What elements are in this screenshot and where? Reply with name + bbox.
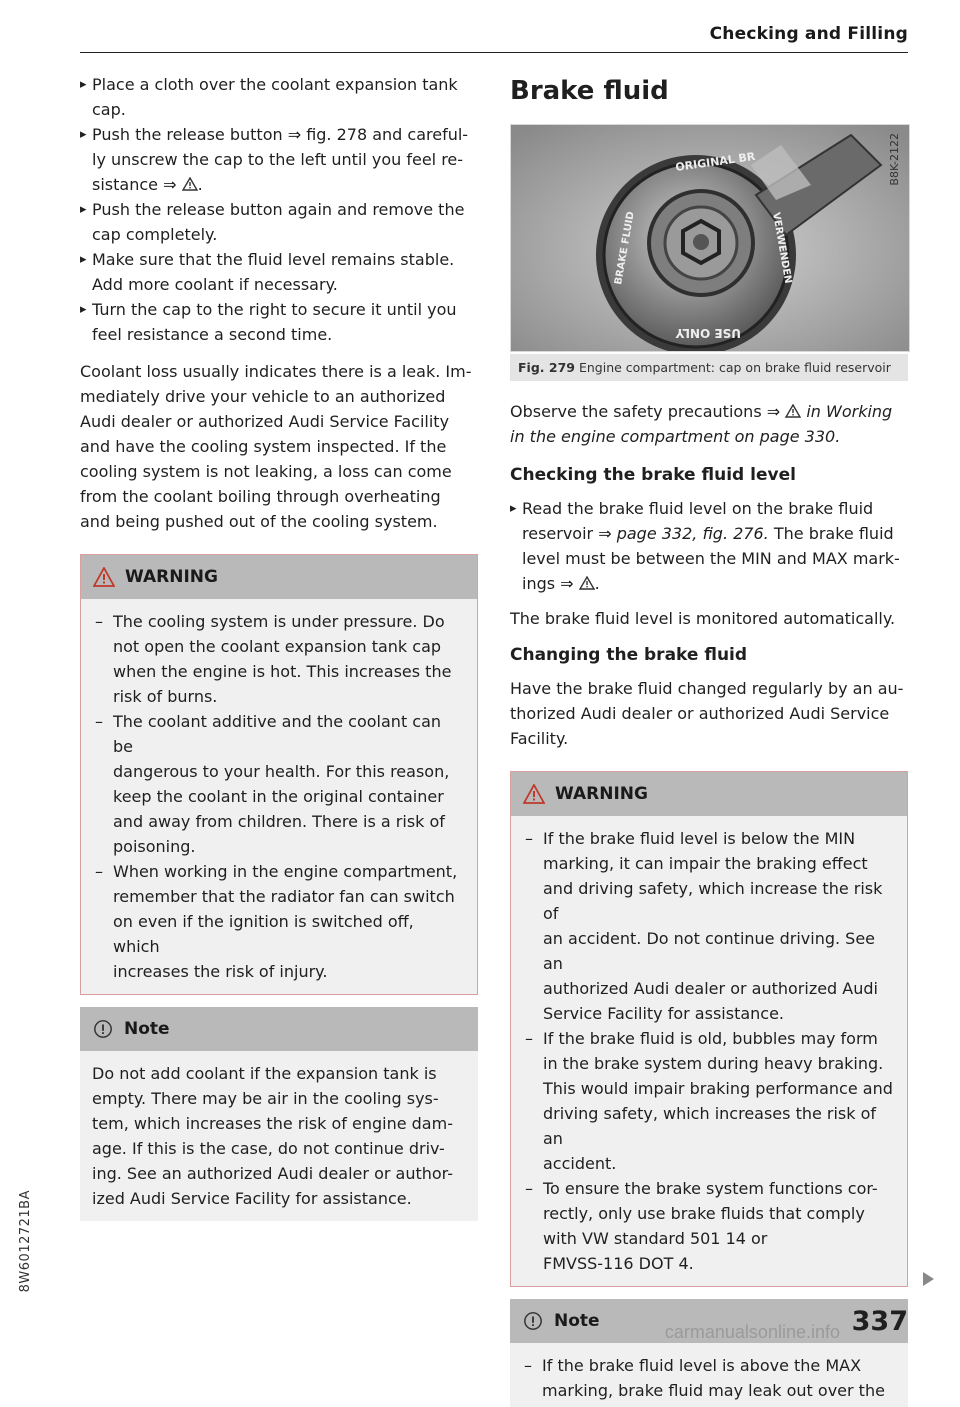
cap-text-top: ORIGINAL BR: [674, 149, 757, 174]
left-bullet-list: [80, 72, 478, 347]
cap-text-right: VERWENDEN: [770, 211, 794, 285]
section-title: Checking and Filling: [709, 24, 908, 44]
warning-box: [80, 554, 478, 995]
list-item: – The cooling system is under pressure. Do not open the coolant expansion tank cap when the engine is hot. This increases the risk of burns.: [93, 609, 465, 709]
list-item: ▸ Push the release button ⇒ fig. 278 and careful- ly unscrew the cap to the left until you feel re- sistance ⇒ .: [80, 122, 478, 197]
list-item: – When working in the engine compartment, remember that the radiator fan can switch on even if the ignition is switched off, which increases the risk of injury.: [93, 859, 465, 984]
page-title: Brake fluid: [510, 76, 669, 106]
warning-triangle-icon: [182, 177, 198, 191]
list-item: ▸ Read the brake fluid level on the brake fluid reservoir ⇒ page 332, fig. 276. The brake fluid level must be between the MIN and MAX mark- ings ⇒ .: [510, 496, 908, 596]
warning-header: [81, 555, 477, 599]
figure-brake-reservoir: [510, 124, 910, 352]
fig-278-link: Push the release button ⇒ fig. 278 and careful-: [92, 125, 469, 144]
page-332-link[interactable]: page 332, fig. 276.: [616, 524, 769, 543]
warning-header: [511, 772, 907, 816]
list-item: ▸ Make sure that the fluid level remains stable. Add more coolant if necessary.: [80, 247, 478, 297]
warning-box: [510, 771, 908, 1287]
brake-cap-illustration: [511, 125, 909, 351]
monitored-text: The brake fluid level is monitored automatically.: [510, 609, 896, 628]
list-item: – To ensure the brake system functions cor- rectly, only use brake fluids that comply with VW standard 501 14 or FMVSS-116 DOT 4.: [523, 1176, 895, 1276]
header-rule: [80, 52, 908, 53]
working-in-engine-link[interactable]: in Working: [806, 402, 893, 421]
changing-text: Have the brake fluid changed regularly by an au- thorized Audi dealer or authorized Audi Service Facility.: [510, 679, 904, 748]
warning-title: WARNING: [555, 784, 648, 804]
list-item: – If the brake fluid level is above the MAX marking, brake fluid may leak out over the: [522, 1353, 896, 1403]
heading-changing-brake-fluid: Changing the brake fluid: [510, 645, 748, 665]
cap-text-left: BRAKE FLUID: [613, 210, 637, 286]
warning-triangle-icon: [523, 784, 545, 804]
list-item: ▸ Push the release button again and remove the cap completely.: [80, 197, 478, 247]
warning-triangle-icon: [579, 576, 595, 590]
document-code: 8W6012721BA: [18, 1190, 33, 1293]
watermark: carmanualsonline.info: [664, 1322, 840, 1342]
figure-id: B8K-2122: [888, 133, 901, 186]
page-number: 337: [851, 1306, 908, 1337]
observe-paragraph: Observe the safety precautions ⇒ in Working in the engine compartment on page 330.: [510, 402, 893, 446]
note-header: [80, 1007, 478, 1051]
left-column: [80, 72, 478, 1221]
heading-checking-brake-fluid: Checking the brake fluid level: [510, 465, 796, 485]
coolant-loss-paragraph: Coolant loss usually indicates there is a leak. Im- mediately drive your vehicle to an authorized Audi dealer or authorized Audi Service Facility and have the cooling system inspected. If the cooling system is not leaking, a loss can come from the coolant boiling through overheating and being pushed out of the cooling system.: [80, 362, 472, 531]
list-item: – If the brake fluid is old, bubbles may form in the brake system during heavy braking. This would impair braking performance and driving safety, which increases the risk of an accident.: [523, 1026, 895, 1176]
figure-caption: Fig. 279 Engine compartment: cap on brake fluid reservoir: [510, 354, 908, 381]
warning-triangle-icon: [785, 404, 801, 418]
list-item: ▸ Place a cloth over the coolant expansion tank cap.: [80, 72, 478, 122]
warning-title: WARNING: [125, 567, 218, 587]
note-title: Note: [554, 1311, 600, 1331]
list-item: – If the brake fluid level is below the MIN marking, it can impair the braking effect and driving safety, which increase the risk of an accident. Do not continue driving. See an authorized Audi dealer or authorized Audi Service Facility for assistance.: [523, 826, 895, 1026]
note-box: [80, 1007, 478, 1221]
info-circle-icon: [522, 1311, 544, 1331]
cap-text-bottom: USE ONLY: [675, 326, 741, 340]
note-text: Do not add coolant if the expansion tank is empty. There may be air in the cooling sys- tem, which increases the risk of engine dam- age. If this is the case, do not continue driv- ing. See an authorized Audi dealer or author- ized Audi Service Facility for assistance.: [92, 1064, 453, 1208]
right-column: [510, 76, 908, 1407]
note-title: Note: [124, 1019, 170, 1039]
list-item: – The coolant additive and the coolant can be dangerous to your health. For this reason, keep the coolant in the original container and away from children. There is a risk of poisoning.: [93, 709, 465, 859]
note-box: [510, 1299, 908, 1407]
list-item: ▸ Turn the cap to the right to secure it until you feel resistance a second time.: [80, 297, 478, 347]
warning-triangle-icon: [93, 567, 115, 587]
info-circle-icon: [92, 1019, 114, 1039]
continue-arrow-icon: [923, 1272, 934, 1286]
